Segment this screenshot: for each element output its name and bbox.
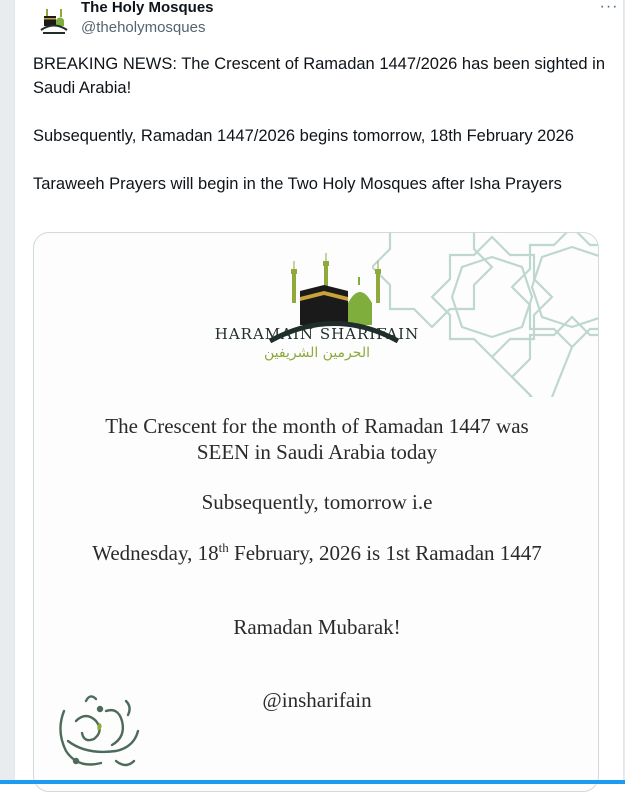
logo-title: HARAMAIN SHARIFAIN xyxy=(214,325,420,343)
tweet-paragraph: Taraweeh Prayers will begin in the Two Holy Mosques after Isha Prayers xyxy=(33,175,562,193)
announcement-line-3 xyxy=(34,540,599,566)
announcement-line-1b: SEEN in Saudi Arabia today xyxy=(196,440,438,464)
announcement-line-2: Subsequently, tomorrow i.e xyxy=(201,490,433,514)
tweet-header xyxy=(37,0,619,44)
kaaba-logo-icon xyxy=(37,6,71,40)
announcement-line-1a: The Crescent for the month of Ramadan 1447 was xyxy=(105,414,529,438)
tweet-paragraph: Subsequently, Ramadan 1447/2026 begins tomorrow, 18th February 2026 xyxy=(33,127,574,145)
tweet-media-image[interactable] xyxy=(33,232,599,792)
avatar[interactable] xyxy=(37,6,71,40)
account-name[interactable]: The Holy Mosques xyxy=(81,0,214,16)
more-options-button[interactable]: ··· xyxy=(599,0,619,15)
social-handle-text: @insharifain xyxy=(262,688,372,712)
tweet-card[interactable] xyxy=(14,0,624,784)
announcement-line-1 xyxy=(34,413,599,465)
tweet-paragraph: BREAKING NEWS: The Crescent of Ramadan 1447/2026 has been sighted in Saudi Arabia! xyxy=(33,55,606,97)
account-handle[interactable]: @theholymosques xyxy=(81,19,206,36)
ramadan-mubarak-text: Ramadan Mubarak! xyxy=(233,615,401,639)
tweet-text xyxy=(33,52,608,196)
logo-arabic-text: الحرمين الشريفين xyxy=(264,345,370,361)
date-prefix: Wednesday, 18 xyxy=(92,541,219,565)
date-suffix: February, 2026 is 1st Ramadan 1447 xyxy=(228,541,542,565)
date-ordinal: th xyxy=(218,540,229,555)
bottom-accent-bar xyxy=(0,780,625,784)
ramadan-calligraphy-icon xyxy=(46,681,146,781)
islamic-pattern-icon xyxy=(372,232,599,397)
